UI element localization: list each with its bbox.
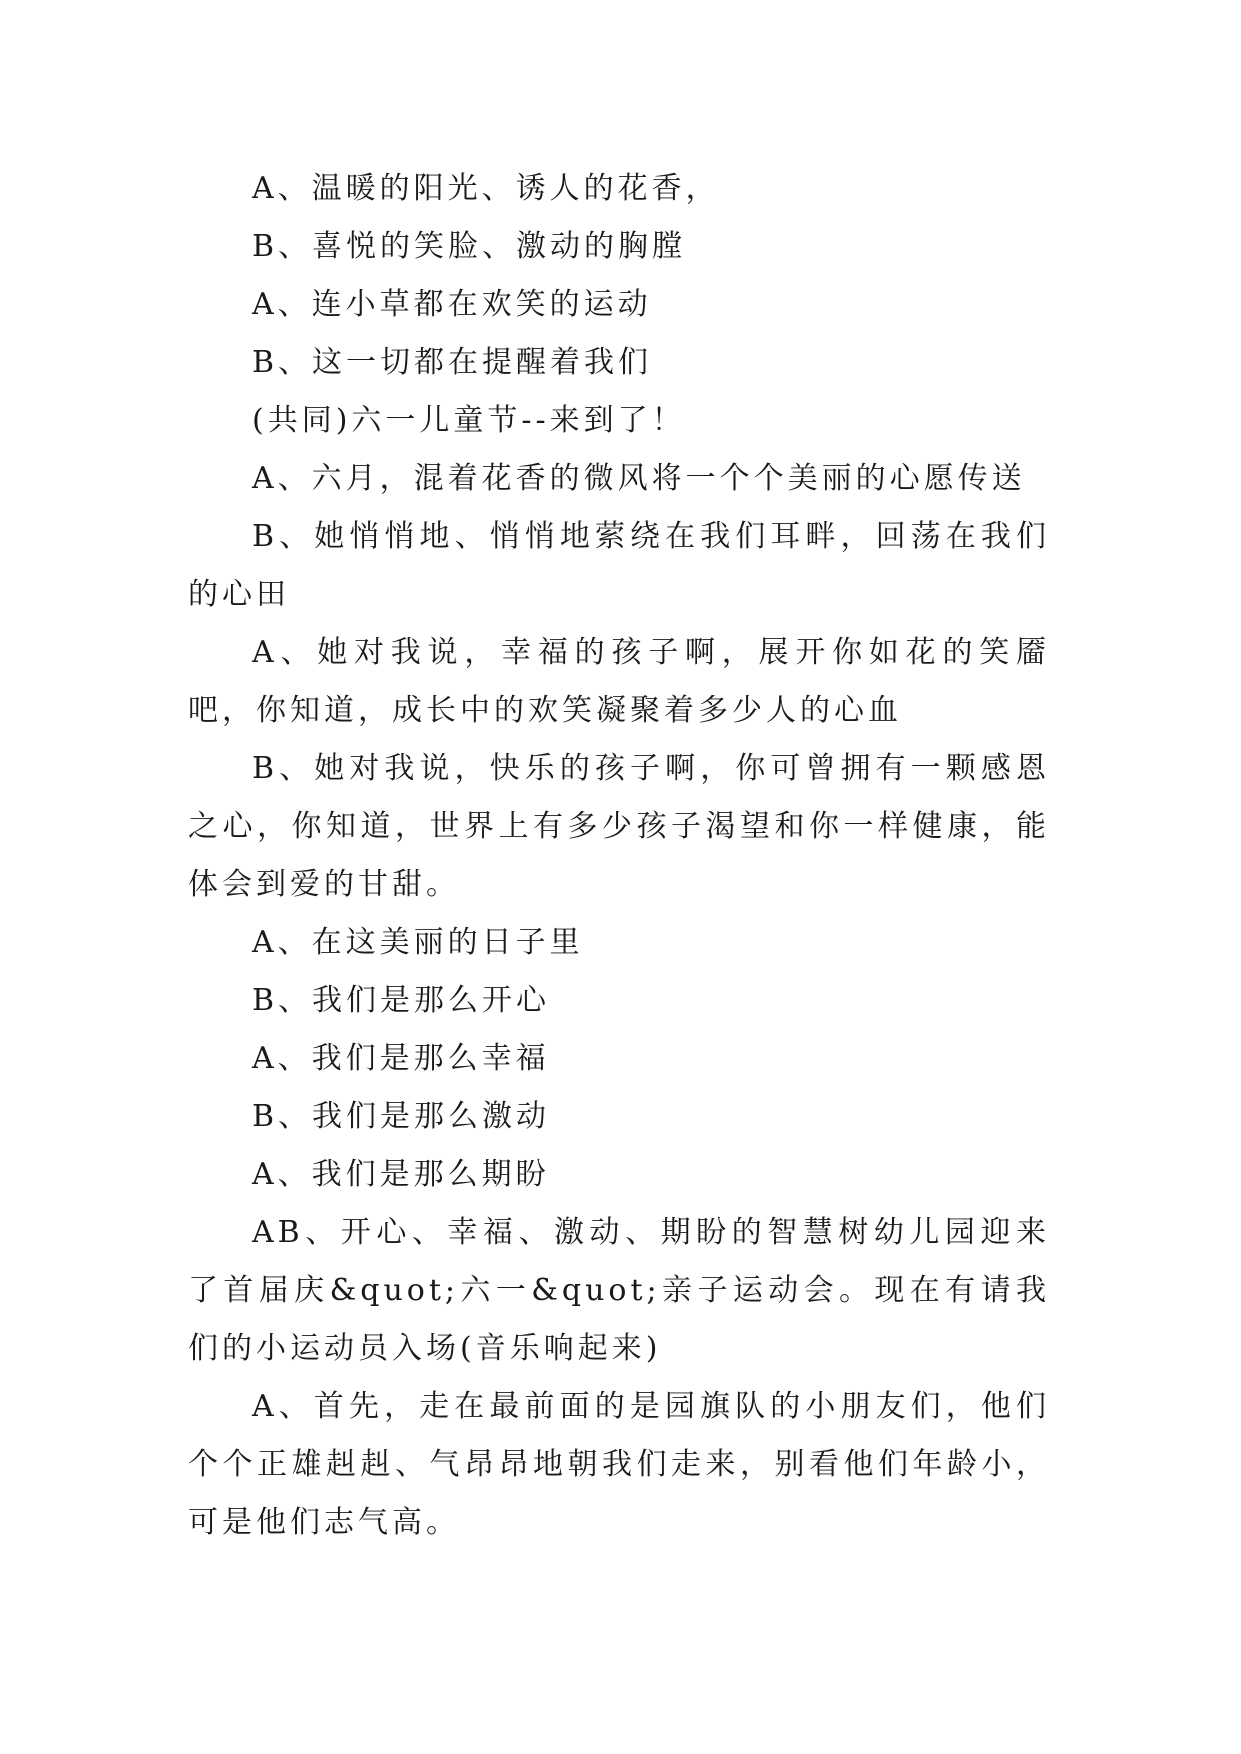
paragraph-9: B、她对我说，快乐的孩子啊，你可曾拥有一颗感恩之心，你知道，世界上有多少孩子渴望和你一样健康，能体会到爱的甘甜。	[188, 751, 1050, 902]
paragraph-2: B、喜悦的笑脸、激动的胸膛	[252, 229, 687, 264]
paragraph-1: A、温暖的阳光、诱人的花香，	[252, 171, 720, 206]
paragraph-3: A、连小草都在欢笑的运动	[252, 287, 652, 322]
paragraph-11: B、我们是那么开心	[252, 983, 551, 1018]
paragraph-10: A、在这美丽的日子里	[252, 925, 584, 960]
paragraph-5: (共同)六一儿童节--来到了！	[252, 403, 686, 438]
paragraph-16: A、首先，走在最前面的是园旗队的小朋友们，他们个个正雄赳赳、气昂昂地朝我们走来，别看他们年龄小，可是他们志气高。	[188, 1389, 1050, 1540]
document-body	[188, 160, 1050, 1552]
paragraph-6: A、六月，混着花香的微风将一个个美丽的心愿传送	[252, 461, 1026, 496]
paragraph-7: B、她悄悄地、悄悄地萦绕在我们耳畔，回荡在我们的心田	[188, 519, 1050, 612]
paragraph-14: A、我们是那么期盼	[252, 1157, 550, 1192]
paragraph-4: B、这一切都在提醒着我们	[252, 345, 653, 380]
paragraph-12: A、我们是那么幸福	[252, 1041, 550, 1076]
paragraph-15: AB、开心、幸福、激动、期盼的智慧树幼儿园迎来了首届庆&quot;六一&quot;亲子运动会。现在有请我们的小运动员入场(音乐响起来)	[188, 1215, 1050, 1366]
paragraph-8: A、她对我说，幸福的孩子啊，展开你如花的笑靥吧，你知道，成长中的欢笑凝聚着多少人的心血	[188, 635, 1050, 728]
paragraph-13: B、我们是那么激动	[252, 1099, 551, 1134]
